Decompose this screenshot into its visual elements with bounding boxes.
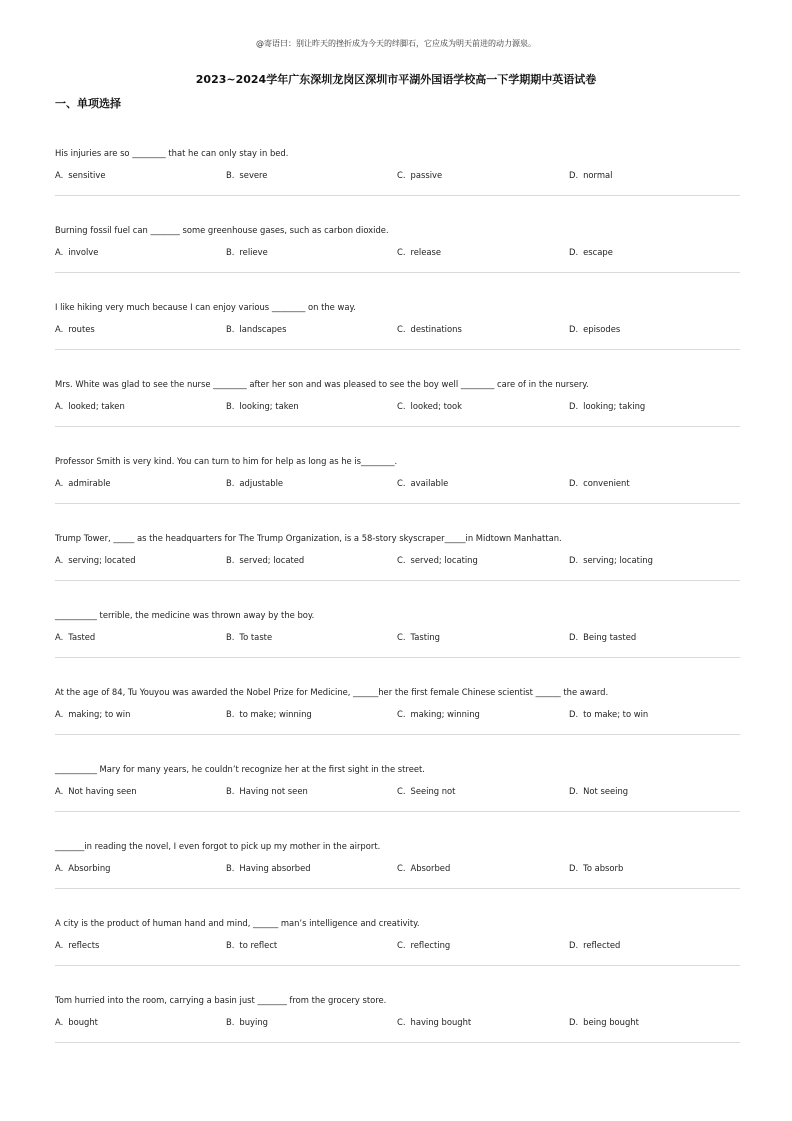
option-text: Tasted: [68, 632, 96, 642]
option-key: A.: [55, 401, 64, 411]
option-text: normal: [583, 170, 613, 180]
question-divider: [55, 580, 740, 581]
option-text: Seeing not: [410, 786, 456, 796]
option-key: C.: [397, 863, 406, 873]
option-key: C.: [397, 478, 406, 488]
answer-option[interactable]: [569, 400, 645, 412]
option-text: making; winning: [410, 709, 480, 719]
answer-option[interactable]: [397, 246, 441, 258]
answer-option[interactable]: [55, 169, 105, 181]
option-key: A.: [55, 247, 64, 257]
option-row: [55, 400, 740, 412]
option-text: reflected: [583, 940, 621, 950]
answer-option[interactable]: [569, 862, 623, 874]
answer-option[interactable]: [55, 400, 125, 412]
option-key: A.: [55, 863, 64, 873]
option-text: Having not seen: [239, 786, 308, 796]
option-text: Not seeing: [583, 786, 629, 796]
answer-option[interactable]: [55, 477, 111, 489]
option-text: served; locating: [410, 555, 478, 565]
question-divider: [55, 811, 740, 812]
question-divider: [55, 349, 740, 350]
answer-option[interactable]: [397, 939, 450, 951]
answer-option[interactable]: [55, 785, 137, 797]
option-row: [55, 939, 740, 951]
answer-option[interactable]: [397, 400, 462, 412]
option-text: To taste: [239, 632, 273, 642]
option-text: severe: [239, 170, 268, 180]
question-stem: Burning fossil fuel can _______ some greenhouse gases, such as carbon dioxide.: [55, 225, 389, 235]
question-stem: Professor Smith is very kind. You can turn to him for help as long as he is________.: [55, 456, 398, 466]
option-row: [55, 785, 740, 797]
question-stem: I like hiking very much because I can enjoy various ________ on the way.: [55, 302, 356, 312]
answer-option[interactable]: [569, 554, 653, 566]
question-stem: Mrs. White was glad to see the nurse ________ after her son and was pleased to see the boy well ________ care of in the nursery.: [55, 379, 589, 389]
answer-option[interactable]: [569, 785, 628, 797]
option-text: making; to win: [68, 709, 131, 719]
question-stem: A city is the product of human hand and mind, ______ man’s intelligence and creativity.: [55, 918, 420, 928]
answer-option[interactable]: [397, 477, 448, 489]
option-key: A.: [55, 632, 64, 642]
question-item: [55, 147, 740, 224]
option-key: B.: [226, 555, 235, 565]
option-key: D.: [569, 709, 579, 719]
option-key: A.: [55, 940, 64, 950]
option-key: B.: [226, 478, 235, 488]
option-key: C.: [397, 709, 406, 719]
answer-option[interactable]: [55, 708, 130, 720]
answer-option[interactable]: [226, 477, 283, 489]
option-row: [55, 169, 740, 181]
option-key: B.: [226, 940, 235, 950]
option-text: reflecting: [410, 940, 451, 950]
option-text: being bought: [583, 1017, 639, 1027]
answer-option[interactable]: [569, 323, 620, 335]
question-item: [55, 532, 740, 609]
answer-option[interactable]: [569, 631, 636, 643]
question-list: [55, 147, 740, 1071]
answer-option[interactable]: [397, 708, 480, 720]
answer-option[interactable]: [397, 323, 462, 335]
answer-option[interactable]: [397, 785, 455, 797]
option-text: relieve: [239, 247, 268, 257]
option-key: D.: [569, 940, 579, 950]
question-divider: [55, 503, 740, 504]
question-stem: _______in reading the novel, I even forgot to pick up my mother in the airport.: [55, 841, 381, 851]
motto-line: @寄语曰：别让昨天的挫折成为今天的绊脚石，它应成为明天前进的动力源泉。: [256, 39, 536, 48]
question-stem: His injuries are so ________ that he can only stay in bed.: [55, 148, 289, 158]
option-key: B.: [226, 170, 235, 180]
option-text: bought: [68, 1017, 98, 1027]
answer-option[interactable]: [569, 939, 620, 951]
answer-option[interactable]: [397, 631, 440, 643]
option-text: routes: [68, 324, 95, 334]
answer-option[interactable]: [226, 708, 312, 720]
answer-option[interactable]: [397, 862, 450, 874]
option-key: D.: [569, 863, 579, 873]
option-key: C.: [397, 555, 406, 565]
answer-option[interactable]: [226, 1016, 268, 1028]
section-heading: 一、单项选择: [55, 97, 121, 110]
option-text: to make; winning: [239, 709, 312, 719]
option-key: D.: [569, 1017, 579, 1027]
option-row: [55, 708, 740, 720]
question-divider: [55, 888, 740, 889]
option-text: convenient: [583, 478, 630, 488]
answer-option[interactable]: [397, 1016, 471, 1028]
option-key: D.: [569, 478, 579, 488]
question-divider: [55, 965, 740, 966]
answer-option[interactable]: [55, 1016, 98, 1028]
option-key: D.: [569, 786, 579, 796]
option-key: B.: [226, 401, 235, 411]
question-divider: [55, 195, 740, 196]
option-key: B.: [226, 863, 235, 873]
option-text: passive: [410, 170, 443, 180]
question-divider: [55, 734, 740, 735]
option-key: B.: [226, 632, 235, 642]
option-text: Tasting: [410, 632, 440, 642]
option-text: destinations: [410, 324, 462, 334]
option-text: reflects: [68, 940, 100, 950]
option-text: looking; taking: [583, 401, 646, 411]
answer-option[interactable]: [226, 169, 267, 181]
option-text: To absorb: [583, 863, 624, 873]
answer-option[interactable]: [569, 169, 612, 181]
answer-option[interactable]: [55, 939, 99, 951]
option-text: Not having seen: [68, 786, 137, 796]
option-text: adjustable: [239, 478, 284, 488]
answer-option[interactable]: [226, 400, 299, 412]
question-stem: Tom hurried into the room, carrying a basin just _______ from the grocery store.: [55, 995, 387, 1005]
option-text: sensitive: [68, 170, 106, 180]
option-key: A.: [55, 709, 64, 719]
answer-option[interactable]: [226, 246, 268, 258]
option-text: admirable: [68, 478, 111, 488]
answer-option[interactable]: [569, 477, 630, 489]
option-key: B.: [226, 324, 235, 334]
answer-option[interactable]: [226, 862, 311, 874]
answer-option[interactable]: [55, 246, 98, 258]
option-text: Absorbing: [68, 863, 111, 873]
question-item: [55, 609, 740, 686]
option-text: to reflect: [239, 940, 278, 950]
answer-option[interactable]: [397, 169, 442, 181]
option-text: available: [410, 478, 449, 488]
option-key: A.: [55, 555, 64, 565]
question-divider: [55, 657, 740, 658]
option-key: C.: [397, 632, 406, 642]
option-text: having bought: [410, 1017, 472, 1027]
option-key: A.: [55, 786, 64, 796]
answer-option[interactable]: [55, 554, 136, 566]
option-text: served; located: [239, 555, 305, 565]
answer-option[interactable]: [226, 785, 308, 797]
option-text: serving; locating: [583, 555, 653, 565]
option-key: C.: [397, 324, 406, 334]
question-item: [55, 378, 740, 455]
option-row: [55, 862, 740, 874]
answer-option[interactable]: [569, 1016, 639, 1028]
question-item: [55, 840, 740, 917]
option-text: looked; taken: [68, 401, 125, 411]
option-text: looked; took: [410, 401, 462, 411]
option-key: D.: [569, 632, 579, 642]
question-item: [55, 763, 740, 840]
question-item: [55, 686, 740, 763]
question-item: [55, 917, 740, 994]
option-text: to make; to win: [583, 709, 649, 719]
answer-option[interactable]: [226, 554, 304, 566]
answer-option[interactable]: [226, 939, 277, 951]
question-item: [55, 455, 740, 532]
answer-option[interactable]: [55, 862, 111, 874]
answer-option[interactable]: [226, 323, 286, 335]
option-row: [55, 246, 740, 258]
option-text: serving; located: [68, 555, 136, 565]
option-key: A.: [55, 324, 64, 334]
question-stem: __________ terrible, the medicine was thrown away by the boy.: [55, 610, 315, 620]
answer-option[interactable]: [397, 554, 478, 566]
question-stem: Trump Tower, _____ as the headquarters for The Trump Organization, is a 58-story skyscraper_____in Midtown Manhattan.: [55, 533, 562, 543]
option-key: B.: [226, 709, 235, 719]
option-key: A.: [55, 478, 64, 488]
option-key: C.: [397, 940, 406, 950]
option-key: A.: [55, 1017, 64, 1027]
question-item: [55, 994, 740, 1071]
option-text: escape: [583, 247, 613, 257]
option-key: D.: [569, 247, 579, 257]
option-row: [55, 631, 740, 643]
option-key: B.: [226, 786, 235, 796]
answer-option[interactable]: [55, 631, 95, 643]
option-text: Absorbed: [410, 863, 451, 873]
question-stem: __________ Mary for many years, he couldn’t recognize her at the first sight in the street.: [55, 764, 425, 774]
answer-option[interactable]: [226, 631, 272, 643]
option-key: B.: [226, 1017, 235, 1027]
option-text: release: [410, 247, 442, 257]
option-key: C.: [397, 1017, 406, 1027]
option-key: C.: [397, 170, 406, 180]
answer-option[interactable]: [569, 246, 613, 258]
option-key: C.: [397, 401, 406, 411]
option-row: [55, 1016, 740, 1028]
option-key: C.: [397, 786, 406, 796]
exam-title: 2023~2024学年广东深圳龙岗区深圳市平湖外国语学校高一下学期期中英语试卷: [195, 73, 597, 86]
question-stem: At the age of 84, Tu Youyou was awarded the Nobel Prize for Medicine, ______her the first female Chinese scientist ______ the award.: [55, 687, 609, 697]
question-divider: [55, 426, 740, 427]
option-text: Being tasted: [583, 632, 637, 642]
question-item: [55, 301, 740, 378]
option-row: [55, 323, 740, 335]
option-key: D.: [569, 555, 579, 565]
option-key: D.: [569, 401, 579, 411]
answer-option[interactable]: [569, 708, 648, 720]
option-text: landscapes: [239, 324, 287, 334]
option-key: A.: [55, 170, 64, 180]
option-text: looking; taken: [239, 401, 299, 411]
option-text: involve: [68, 247, 99, 257]
option-row: [55, 554, 740, 566]
option-key: D.: [569, 324, 579, 334]
answer-option[interactable]: [55, 323, 95, 335]
option-text: episodes: [583, 324, 621, 334]
option-row: [55, 477, 740, 489]
question-divider: [55, 272, 740, 273]
question-item: [55, 224, 740, 301]
option-text: buying: [239, 1017, 268, 1027]
question-divider: [55, 1042, 740, 1043]
option-key: D.: [569, 170, 579, 180]
option-text: Having absorbed: [239, 863, 311, 873]
option-key: C.: [397, 247, 406, 257]
option-key: B.: [226, 247, 235, 257]
